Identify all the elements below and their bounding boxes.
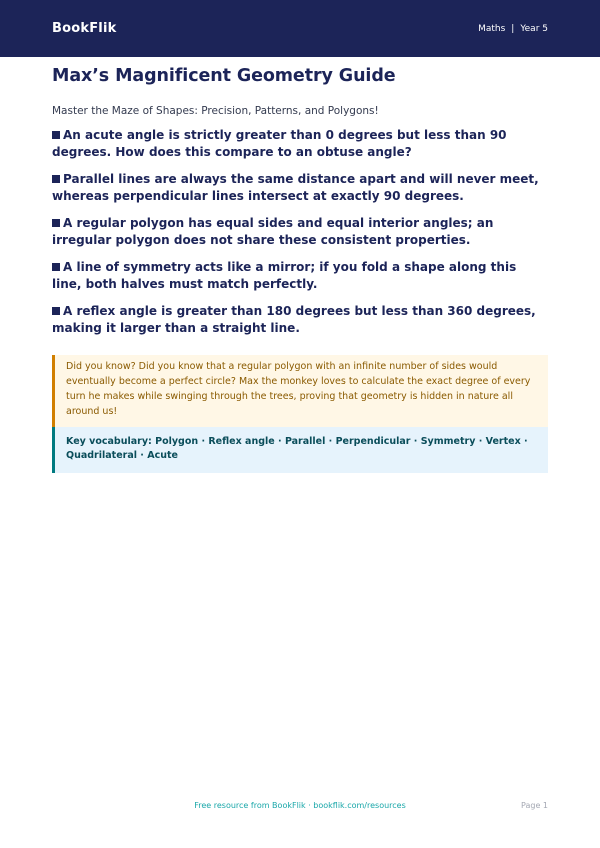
page-number: Page 1 — [521, 801, 548, 810]
square-bullet-icon — [52, 307, 60, 315]
point-text: A line of symmetry acts like a mirror; if you fold a shape along this line, both halves must match perfectly. — [52, 260, 517, 291]
point-text: A regular polygon has equal sides and equal interior angles; an irregular polygon does not share these consistent properties. — [52, 216, 494, 247]
page-title: Max’s Magnificent Geometry Guide — [52, 66, 396, 86]
list-item — [52, 127, 548, 161]
page-footer — [52, 801, 548, 815]
subject-label: Maths — [478, 23, 506, 34]
square-bullet-icon — [52, 219, 60, 227]
meta-separator: | — [511, 23, 515, 34]
brand-logo[interactable]: BookFlik — [52, 21, 117, 36]
key-vocabulary-box: Key vocabulary: Polygon · Reflex angle · Parallel · Perpendicular · Symmetry · Vertex · Quadrilateral · Acute — [52, 427, 548, 473]
header-bar — [0, 0, 600, 57]
list-item — [52, 171, 548, 205]
square-bullet-icon — [52, 175, 60, 183]
point-text: A reflex angle is greater than 180 degrees but less than 360 degrees, making it larger than a straight line. — [52, 304, 536, 335]
key-points-list — [52, 127, 548, 337]
did-you-know-callout: Did you know? Did you know that a regular polygon with an infinite number of sides would eventually become a perfect circle? Max the monkey loves to calculate the exact degree of every turn he makes while swinging through the trees, proving that geometry is hidden in nature all around us! — [52, 355, 548, 427]
square-bullet-icon — [52, 131, 60, 139]
page-subtitle: Master the Maze of Shapes: Precision, Patterns, and Polygons! — [52, 105, 379, 117]
point-text: An acute angle is strictly greater than 0 degrees but less than 90 degrees. How does this compare to an obtuse angle? — [52, 128, 507, 159]
square-bullet-icon — [52, 263, 60, 271]
header-meta — [478, 24, 548, 34]
list-item — [52, 215, 548, 249]
main-content — [52, 62, 548, 473]
footer-resource-link[interactable]: Free resource from BookFlik · bookflik.com/resources — [194, 801, 406, 810]
year-label: Year 5 — [520, 23, 548, 34]
list-item — [52, 259, 548, 293]
point-text: Parallel lines are always the same distance apart and will never meet, whereas perpendicular lines intersect at exactly 90 degrees. — [52, 172, 539, 203]
list-item — [52, 303, 548, 337]
